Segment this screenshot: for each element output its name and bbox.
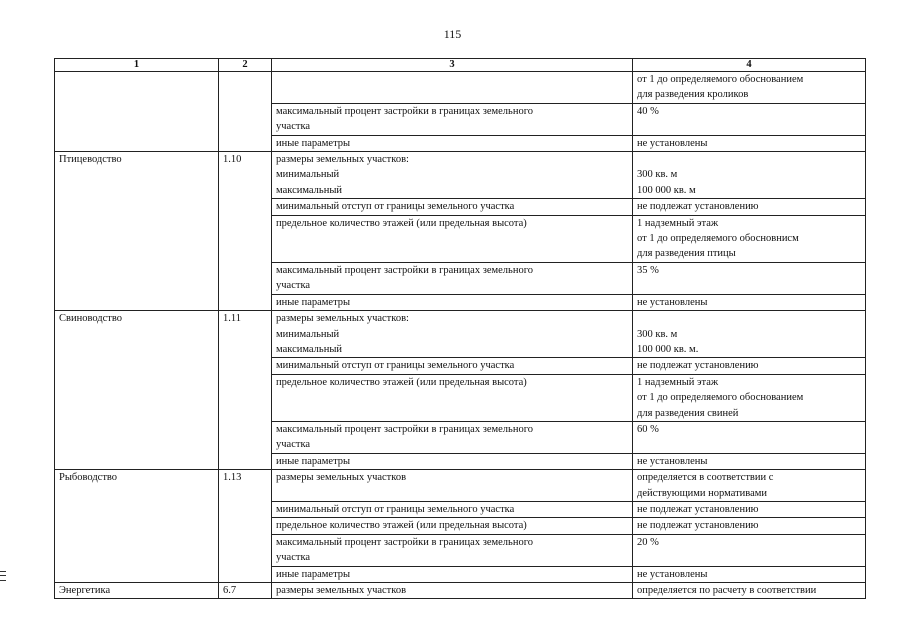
parameter-cell: минимальный отступ от границы земельного участка [272, 358, 633, 374]
value-cell [633, 311, 866, 358]
column-header-1: 1 [55, 59, 219, 72]
table-row [55, 470, 866, 502]
column-header-4: 4 [633, 59, 866, 72]
land-use-code-cell [219, 72, 272, 152]
value-cell: не установлены [633, 453, 866, 469]
table-row [55, 152, 866, 199]
parameter-cell: размеры земельных участков [272, 470, 633, 502]
value-cell: 40 % [633, 103, 866, 135]
parameter-cell [272, 152, 633, 199]
parameter-cell: предельное количество этажей (или предельная высота) [272, 518, 633, 534]
parameter-line: максимальный процент застройки в границах земельного [276, 423, 534, 435]
parameter-line: максимальный процент застройки в границах земельного [276, 264, 534, 276]
value-cell [633, 72, 866, 104]
value-cell: 20 % [633, 534, 866, 566]
table-row [55, 583, 866, 599]
value-line: от 1 до определяемого обоснованием [637, 392, 804, 404]
parameter-line: минимальный [276, 169, 340, 181]
page-number: 115 [443, 27, 462, 41]
value-line: 300 кв. м [637, 328, 678, 340]
column-header-3: 3 [272, 59, 633, 72]
regulations-table [54, 58, 866, 599]
parameter-cell: иные параметры [272, 453, 633, 469]
value-line: для разведения свиней [637, 407, 739, 419]
value-line: от 1 до определяемого обосновнисм [637, 233, 799, 245]
parameter-cell [272, 311, 633, 358]
land-use-code-cell: 6.7 [219, 583, 272, 599]
parameter-cell: минимальный отступ от границы земельного участка [272, 199, 633, 215]
parameter-cell: иные параметры [272, 135, 633, 151]
parameter-line: максимальный процент застройки в границах земельного [276, 536, 534, 548]
margin-mark [0, 571, 6, 581]
land-use-name-cell [55, 72, 219, 152]
value-cell [633, 152, 866, 199]
parameter-cell [272, 262, 633, 294]
land-use-name-cell: Птицеводство [55, 152, 219, 311]
land-use-code-cell: 1.13 [219, 470, 272, 583]
parameter-cell: предельное количество этажей (или предельная высота) [272, 215, 633, 262]
parameter-cell [272, 534, 633, 566]
parameter-line: участка [276, 552, 311, 564]
parameter-cell: иные параметры [272, 294, 633, 310]
parameter-line: максимальный [276, 184, 342, 196]
land-use-name-cell: Рыбоводство [55, 470, 219, 583]
parameter-cell: предельное количество этажей (или предельная высота) [272, 374, 633, 421]
value-cell: не установлены [633, 135, 866, 151]
parameter-cell: минимальный отступ от границы земельного участка [272, 501, 633, 517]
land-use-name-cell: Свиноводство [55, 311, 219, 470]
parameter-line: участка [276, 280, 311, 292]
parameter-line: участка [276, 121, 311, 133]
table-row [55, 72, 866, 104]
value-line: от 1 до определяемого обоснованием [637, 74, 804, 85]
value-cell: не подлежат установлению [633, 199, 866, 215]
value-cell [633, 470, 866, 502]
value-cell [633, 215, 866, 262]
value-line: 1 надземный этаж [637, 376, 719, 388]
value-cell: не подлежат установлению [633, 358, 866, 374]
parameter-cell: размеры земельных участков [272, 583, 633, 599]
parameter-line: размеры земельных участков: [276, 154, 409, 166]
value-line: действующими нормативами [637, 487, 768, 499]
parameter-line: размеры земельных участков: [276, 313, 409, 325]
land-use-code-cell: 1.11 [219, 311, 272, 470]
value-cell: 60 % [633, 421, 866, 453]
parameter-cell: иные параметры [272, 566, 633, 582]
parameter-line: максимальный процент застройки в границах земельного [276, 105, 534, 117]
value-cell: не установлены [633, 294, 866, 310]
value-cell: не установлены [633, 566, 866, 582]
value-line: 100 000 кв. м [637, 184, 696, 196]
parameter-line: участка [276, 439, 311, 451]
parameter-cell [272, 72, 633, 104]
value-line: 300 кв. м [637, 169, 678, 181]
column-header-2: 2 [219, 59, 272, 72]
value-cell: определяется по расчету в соответствии [633, 583, 866, 599]
value-cell: не подлежат установлению [633, 501, 866, 517]
parameter-line: минимальный [276, 328, 340, 340]
value-line: определяется в соответствии с [637, 472, 774, 484]
value-line: для разведения кроликов [637, 89, 749, 101]
header-row [55, 59, 866, 72]
value-cell: 35 % [633, 262, 866, 294]
table-row [55, 311, 866, 358]
land-use-name-cell: Энергетика [55, 583, 219, 599]
value-line: для разведения птицы [637, 248, 736, 260]
parameter-cell [272, 421, 633, 453]
value-line: 1 надземный этаж [637, 217, 719, 229]
parameter-cell [272, 103, 633, 135]
value-cell: не подлежат установлению [633, 518, 866, 534]
value-line: 100 000 кв. м. [637, 343, 699, 355]
land-use-code-cell: 1.10 [219, 152, 272, 311]
value-cell [633, 374, 866, 421]
parameter-line: максимальный [276, 343, 342, 355]
